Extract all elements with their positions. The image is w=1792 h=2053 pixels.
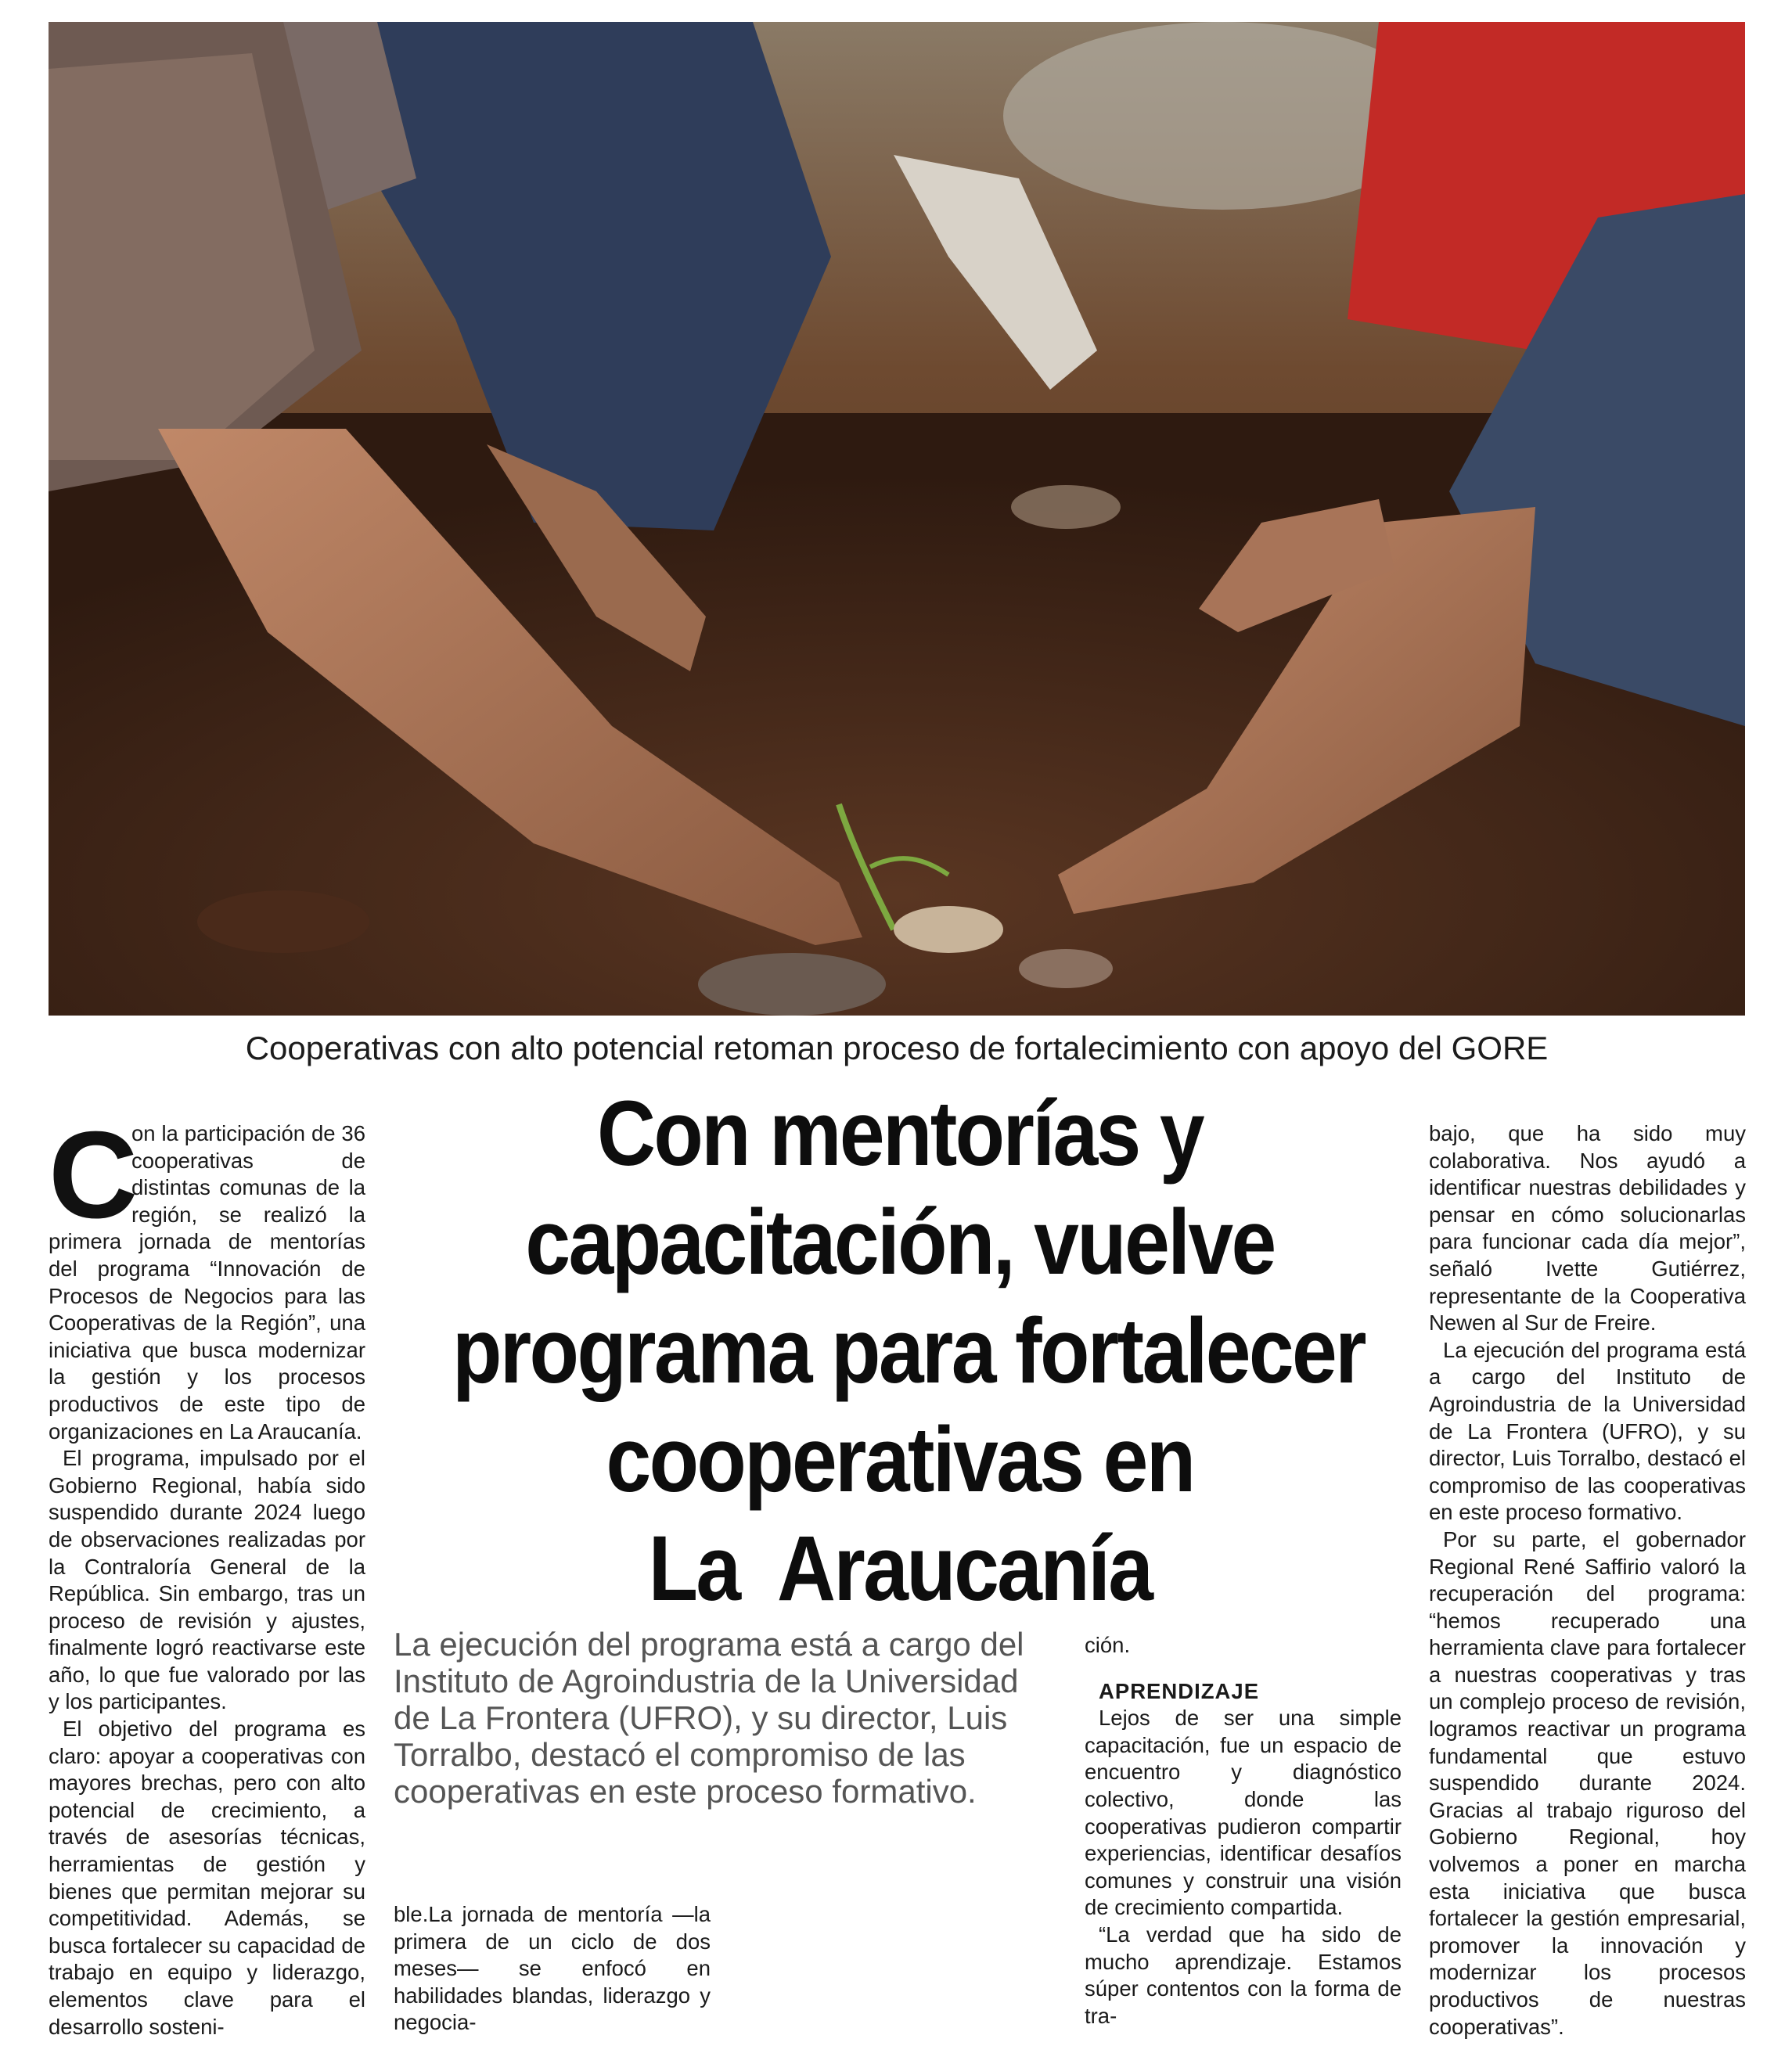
paragraph: on la participación de 36 cooperativas de distintas comunas de la región, se realizó la primera jornada de mentorías del programa “Innovación de Procesos de Negocios para las Cooperativas de la Región”, una iniciativa que busca modernizar la gestión y los procesos productivos de este tipo de organizaciones en La Araucanía. [49, 1121, 365, 1444]
subhead: APRENDIZAJE [1099, 1678, 1260, 1703]
body-column-3 [1085, 1632, 1402, 2028]
body-column-4 [1429, 1120, 1746, 2039]
headline-line: Con mentorías y [597, 1082, 1203, 1185]
paragraph: Por su parte, el gobernador Regional René Saffirio valoró la recuperación del programa: “hemos recuperado una herramienta clave para fortalecer a nuestras cooperativas y tras un complejo proceso de revisión, logramos reactivar un programa fundamental que estuvo suspendido durante 2024. Gracias al trabajo riguroso del Gobierno Regional, hoy volvemos a poner en marcha esta iniciativa que busca fortalecer la gestión empresarial, promover la innovación y modernizar los procesos productivos de nuestras cooperativas”. [1429, 1526, 1746, 2039]
headline-line: capacitación, vuelve [525, 1191, 1275, 1294]
paragraph: El objetivo del programa es claro: apoyar a cooperativas con mayores brechas, pero con alto potencial de crecimiento, a través de asesorías técnicas, herramientas de gestión y bienes que permitan mejorar su competitividad. Además, se busca fortalecer su capacidad de trabajo en equipo y liderazgo, elementos clave para el desarrollo sosteni- [49, 1717, 365, 2039]
hands-planting-soil-image [49, 22, 1745, 1016]
headline-line: La Araucanía [648, 1517, 1152, 1620]
paragraph: Lejos de ser una simple capacitación, fue un espacio de encuentro y diagnóstico colectivo, donde las cooperativas pudieron compartir experiencias, identificar desafíos comunes y construir una visión de crecimiento compartida. [1085, 1706, 1402, 1920]
body-column-2 [394, 1901, 711, 2035]
headline-line: programa para fortalecer [452, 1300, 1365, 1403]
headline [391, 1080, 1409, 1623]
drop-cap: C [49, 1106, 139, 1244]
photo-illustration [49, 22, 1745, 1016]
headline-line: cooperativas en [606, 1408, 1194, 1512]
deck-text: La ejecución del programa está a cargo del Instituto de Agroindustria de la Universidad de La Frontera (UFRO), y su director, Luis Torralbo, destacó el compromiso de las cooperativas en este proceso formativo. [394, 1626, 1024, 1810]
body-column-1 [49, 1106, 365, 2039]
paragraph: El programa, impulsado por el Gobierno Regional, había sido suspendido durante 2024 luego de observaciones realizadas por la Contraloría General de la República. Sin embargo, tras un proceso de revisión y ajustes, finalmente logró reactivarse este año, lo que fue valorado por las y los participantes. [49, 1446, 365, 1714]
photo-caption: Cooperativas con alto potencial retoman proceso de fortalecimiento con apoyo del GORE [245, 1030, 1549, 1066]
paragraph: ción. [1085, 1633, 1131, 1657]
paragraph: ble.La jornada de mentoría —la primera de un ciclo de dos meses— se enfocó en habilidades blandas, liderazgo y negocia- [394, 1902, 711, 2035]
paragraph: bajo, que ha sido muy colaborativa. Nos ayudó a identificar nuestras debilidades y pensar en cómo solucionarlas para funcionar cada día mejor”, señaló Ivette Gutiérrez, representante de la Cooperativa Newen al Sur de Freire. [1429, 1121, 1746, 1336]
paragraph: “La verdad que ha sido de mucho aprendizaje. Estamos súper contentos con la forma de tra- [1085, 1922, 1402, 2028]
paragraph: La ejecución del programa está a cargo del Instituto de Agroindustria de la Universidad de La Frontera (UFRO), y su director, Luis Torralbo, destacó el compromiso de las cooperativas en este proceso formativo. [1429, 1337, 1746, 1525]
